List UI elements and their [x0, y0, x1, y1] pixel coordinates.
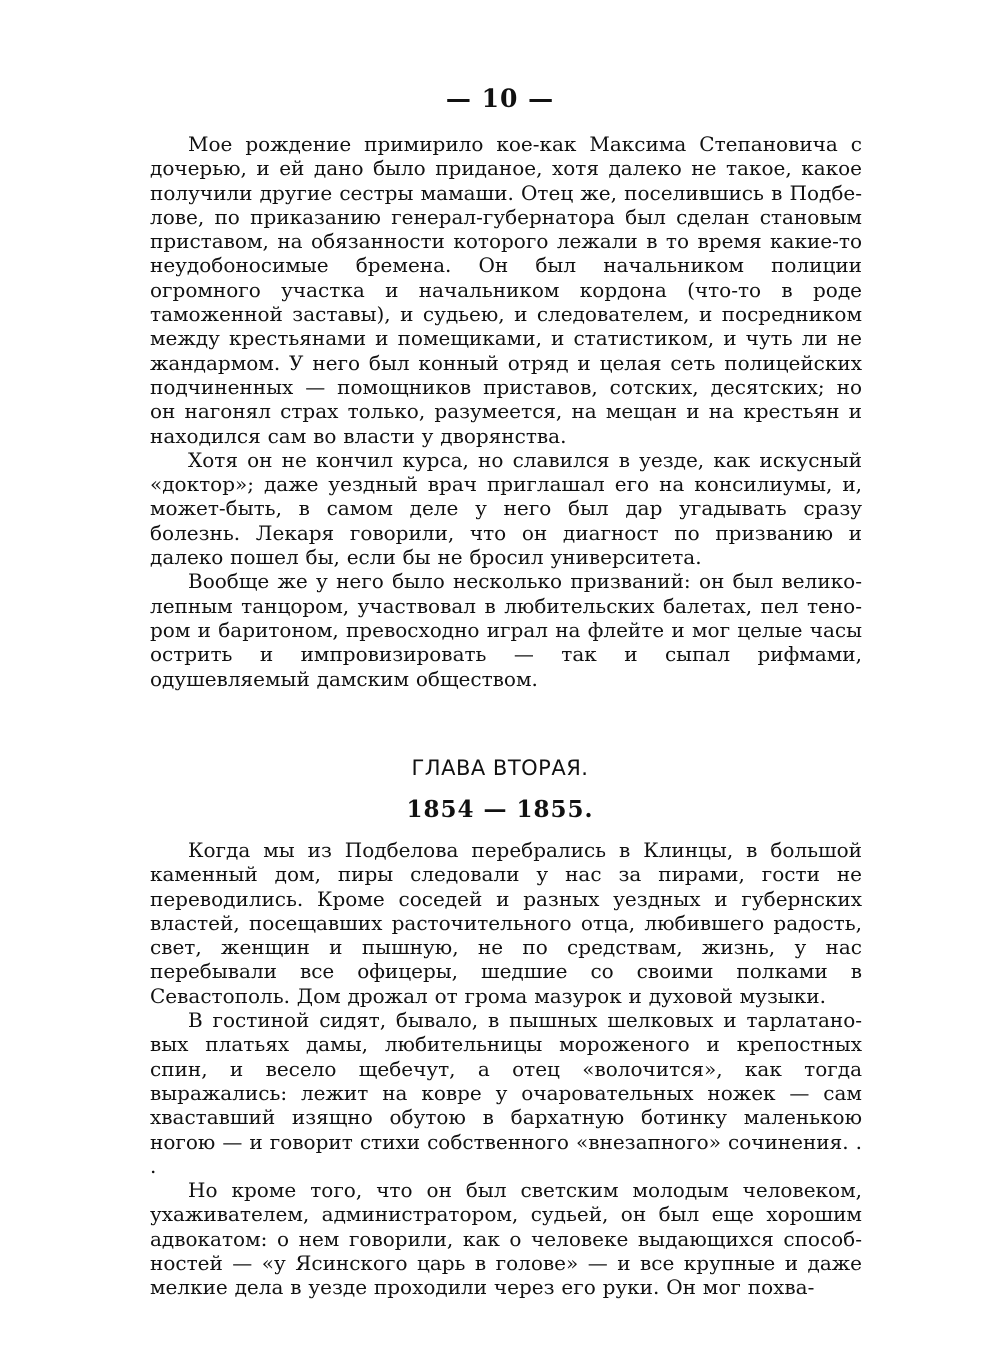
paragraph: Мое рождение примирило кое-как Максима Степановича с дочерью, и ей дано было приданое, хотя далеко не такое, какое получили другие сестры мамаши. Отец же, поселившись в Подбелове, по приказанию генерал-губернатора был сделан становым приставом, на обязанности которого лежали в то время какие-то неудобоносимые бремена. Он был начальником полиции огромного участка и начальником кордона (что-то в роде таможенной заставы), и судьею, и следователем, и посредником между крестьянами и помещиками, и статистиком, и чуть ли не жандармом. У него был конный отряд и целая сеть полицейских подчиненных — помощников приставов, сотских, десятских; но он нагонял страх только, разумеется, на мещан и на крестьян и находился сам во власти у дворянства.	[150, 132, 862, 448]
paragraph: Хотя он не кончил курса, но славился в уезде, как искусный «доктор»; даже уездный врач приглашал его на консилиумы, и, может-быть, в самом деле у него был дар угадывать сразу болезнь. Лекаря говорили, что он диагност по призванию и далеко пошел бы, если бы не бросил университета.	[150, 447, 862, 570]
chapter-years: 1854 — 1855.	[406, 796, 594, 823]
chapter-title: ГЛАВА ВТОРАЯ.	[411, 756, 589, 780]
paragraph: Когда мы из Подбелова перебрались в Клинцы, в большой каменный дом, пиры следовали у нас за пирами, гости не переводились. Кроме соседей и разных уездных и губернских властей, посещавших расточительного отца, любившего радость, свет, женщин и пышную, не по средствам, жизнь, у нас перебывали все офицеры, шедшие со своими полками в Севастополь. Дом дрожал от грома мазурок и духовой музыки.	[150, 838, 862, 1008]
paragraph: В гостиной сидят, бывало, в пышных шелковых и тарлатановых платьях дамы, любительницы мороженого и крепостных спин, и весело щебечут, а отец «волочится», как тогда выражались: лежит на ковре у очаровательных ножек — сам хваставший изящно обутою в бархатную ботинку маленькою ногою — и говорит стихи собственного «внезапного» сочинения. . .	[150, 1008, 862, 1178]
text-block-lower	[150, 838, 862, 1300]
page-number: — 10 —	[445, 84, 555, 113]
paragraph: Но кроме того, что он был светским молодым человеком, ухаживателем, администратором, судьей, он был еще хорошим адвокатом: о нем говорили, как о человеке выдающихся способностей — «у Ясинского царь в голове» — и все крупные и даже мелкие дела в уезде проходили через его руки. Он мог похва-	[150, 1178, 862, 1300]
paragraph: Вообще же у него было несколько призваний: он был великолепным танцором, участвовал в любительских балетах, пел тенором и баритоном, превосходно играл на флейте и мог целые часы острить и импровизировать — так и сыпал рифмами, одушевляемый дамским обществом.	[150, 569, 862, 691]
text-block-upper	[150, 132, 862, 691]
